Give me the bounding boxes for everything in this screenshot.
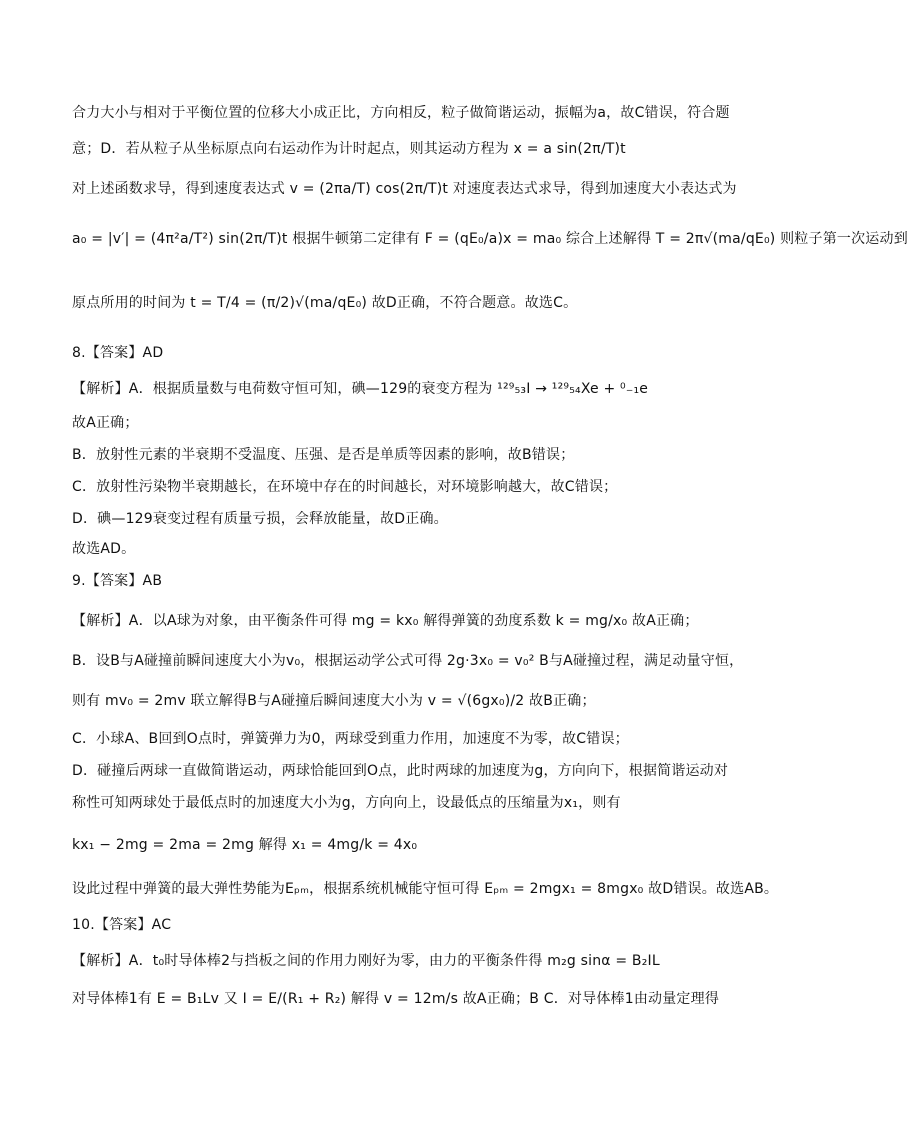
text-line: 【解析】A．根据质量数与电荷数守恒可知，碘—129的衰变方程为 ¹²⁹₅₃I → ¹²⁹₅₄Xe + ⁰₋₁e [72,381,649,397]
text-line: 故A正确； [72,415,139,431]
text-line: C．小球A、B回到O点时，弹簧弹力为0，两球受到重力作用，加速度不为零，故C错误； [72,731,629,747]
text-line: kx₁ − 2mg = 2ma = 2mg 解得 x₁ = 4mg/k = 4x₀ [72,837,418,853]
text-line: B．放射性元素的半衰期不受温度、压强、是否是单质等因素的影响，故B错误； [72,447,575,463]
text-line: 设此过程中弹簧的最大弹性势能为Eₚₘ，根据系统机械能守恒可得 Eₚₘ = 2mgx₁ = 8mgx₀ 故D错误。故选AB。 [72,881,779,897]
answer-heading: 9.【答案】AB [72,573,163,589]
text-line: 意；D．若从粒子从坐标原点向右运动作为计时起点，则其运动方程为 x = a sin(2π/T)t [72,141,626,157]
text-line: 故选AD。 [72,541,136,557]
text-line: 原点所用的时间为 t = T/4 = (π/2)√(ma/qE₀) 故D正确，不符合题意。故选C。 [72,295,578,311]
text-line: D．碘—129衰变过程有质量亏损，会释放能量，故D正确。 [72,511,448,527]
text-line: D．碰撞后两球一直做简谐运动，两球恰能回到O点，此时两球的加速度为g，方向向下，根据简谐运动对 [72,763,729,779]
text-line: 合力大小与相对于平衡位置的位移大小成正比，方向相反，粒子做简谐运动，振幅为a，故C错误，符合题 [72,105,730,121]
text-line: a₀ = |v′| = (4π²a/T²) sin(2π/T)t 根据牛顿第二定律有 F = (qE₀/a)x = ma₀ 综合上述解得 T = 2π√(ma/qE₀) 则粒子第一次运动到 [72,231,908,247]
text-line: 【解析】A．以A球为对象，由平衡条件可得 mg = kx₀ 解得弹簧的劲度系数 k = mg/x₀ 故A正确； [72,613,699,629]
answer-heading: 8.【答案】AD [72,345,164,361]
text-line: 称性可知两球处于最低点时的加速度大小为g，方向向上，设最低点的压缩量为x₁，则有 [72,795,621,811]
text-line: 对导体棒1有 E = B₁Lv 又 I = E/(R₁ + R₂) 解得 v = 12m/s 故A正确；B C．对导体棒1由动量定理得 [72,991,720,1007]
text-line: C．放射性污染物半衰期越长，在环境中存在的时间越长，对环境影响越大，故C错误； [72,479,618,495]
text-line: 【解析】A．t₀时导体棒2与挡板之间的作用力刚好为零，由力的平衡条件得 m₂g sinα = B₂IL [72,953,660,969]
text-line: 则有 mv₀ = 2mv 联立解得B与A碰撞后瞬间速度大小为 v = √(6gx₀)/2 故B正确； [72,693,596,709]
text-line: 对上述函数求导，得到速度表达式 v = (2πa/T) cos(2π/T)t 对速度表达式求导，得到加速度大小表达式为 [72,181,737,197]
answer-heading: 10.【答案】AC [72,917,172,933]
text-line: B．设B与A碰撞前瞬间速度大小为v₀，根据运动学公式可得 2g·3x₀ = v₀² B与A碰撞过程，满足动量守恒， [72,653,744,669]
